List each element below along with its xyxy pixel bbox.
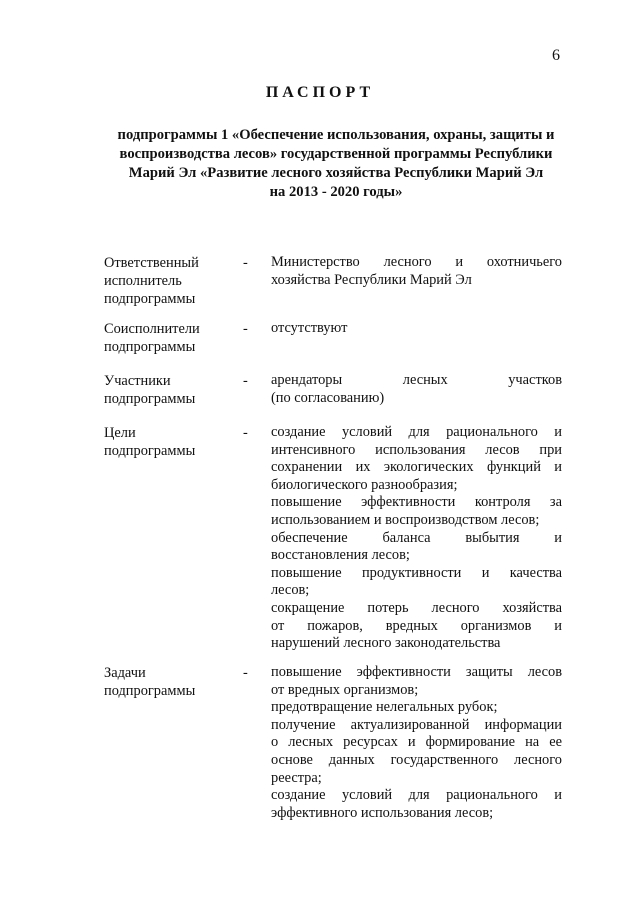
row-value — [271, 372, 562, 407]
row-label-line: подпрограммы — [104, 443, 196, 459]
row-label-line: Участники — [104, 373, 171, 389]
row-value-line: нарушений лесного законодательства — [271, 635, 501, 652]
subtitle-line: Марий Эл «Развитие лесного хозяйства Республики Марий Эл — [128, 165, 544, 181]
row-value-line: получение актуализированной информации — [271, 716, 562, 733]
row-label-line: подпрограммы — [104, 391, 196, 407]
row-value-line: биологического разнообразия; — [271, 476, 458, 493]
row-value-line: от вредных организмов; — [271, 681, 419, 698]
row-value-line: Министерство лесного и охотничьего — [271, 254, 562, 270]
row-label — [104, 320, 224, 356]
row-value-line: о лесных ресурсах и формирование на ее — [271, 734, 562, 751]
row-value-line: от пожаров, вредных организмов и — [271, 617, 562, 634]
subtitle-line: на 2013 - 2020 годы» — [269, 184, 403, 200]
row-dash: - — [243, 425, 248, 441]
row-label-line: подпрограммы — [104, 339, 196, 355]
row-dash: - — [243, 373, 248, 389]
row-label-line: Соисполнители — [104, 321, 200, 337]
row-value-line: хозяйства Республики Марий Эл — [271, 271, 472, 288]
row-value — [271, 254, 562, 289]
row-value-line: обеспечение баланса выбытия и — [271, 529, 562, 546]
row-value-line: создание условий для рационального и — [271, 424, 562, 440]
row-value — [271, 664, 562, 822]
row-dash: - — [243, 665, 248, 681]
row-label-line: исполнитель — [104, 273, 182, 289]
page-number: 6 — [552, 47, 560, 64]
row-value-line: восстановления лесов; — [271, 547, 410, 564]
row-label — [104, 664, 224, 700]
row-value-line: эффективного использования лесов; — [271, 804, 494, 821]
row-dash: - — [243, 321, 248, 337]
row-value — [271, 320, 562, 338]
row-value-line: лесов; — [271, 582, 310, 599]
row-label — [104, 372, 224, 408]
row-label-line: Ответственный — [104, 255, 199, 271]
row-label-line: подпрограммы — [104, 291, 196, 307]
row-label-line: подпрограммы — [104, 683, 196, 699]
row-value-line: создание условий для рационального и — [271, 787, 562, 804]
row-label-line: Цели — [104, 425, 136, 441]
row-dash: - — [243, 255, 248, 271]
row-value-line: отсутствуют — [271, 320, 348, 336]
row-value-line: арендаторы лесных участков — [271, 372, 562, 388]
row-value-line: основе данных государственного лесного — [271, 751, 562, 768]
row-value-line: сокращение потерь лесного хозяйства — [271, 599, 562, 616]
row-value — [271, 424, 562, 653]
subtitle-line: подпрограммы 1 «Обеспечение использования, охраны, защиты и — [117, 127, 555, 143]
row-value-line: повышение эффективности контроля за — [271, 494, 562, 511]
row-value-line: сохранении их экологических функций и — [271, 459, 562, 476]
row-value-line: (по согласованию) — [271, 389, 385, 406]
document-title: ПАСПОРТ — [265, 84, 375, 101]
row-label — [104, 254, 224, 308]
row-value-line: повышение эффективности защиты лесов — [271, 664, 562, 680]
row-value-line: интенсивного использования лесов при — [271, 441, 562, 458]
row-value-line: повышение продуктивности и качества — [271, 564, 562, 581]
subtitle-line: воспроизводства лесов» государственной программы Республики — [119, 146, 553, 162]
row-label-line: Задачи — [104, 665, 146, 681]
row-value-line: предотвращение нелегальных рубок; — [271, 699, 498, 716]
row-value-line: использованием и воспроизводством лесов; — [271, 511, 540, 528]
row-label — [104, 424, 224, 460]
document-subtitle — [100, 126, 572, 202]
row-value-line: реестра; — [271, 769, 322, 786]
